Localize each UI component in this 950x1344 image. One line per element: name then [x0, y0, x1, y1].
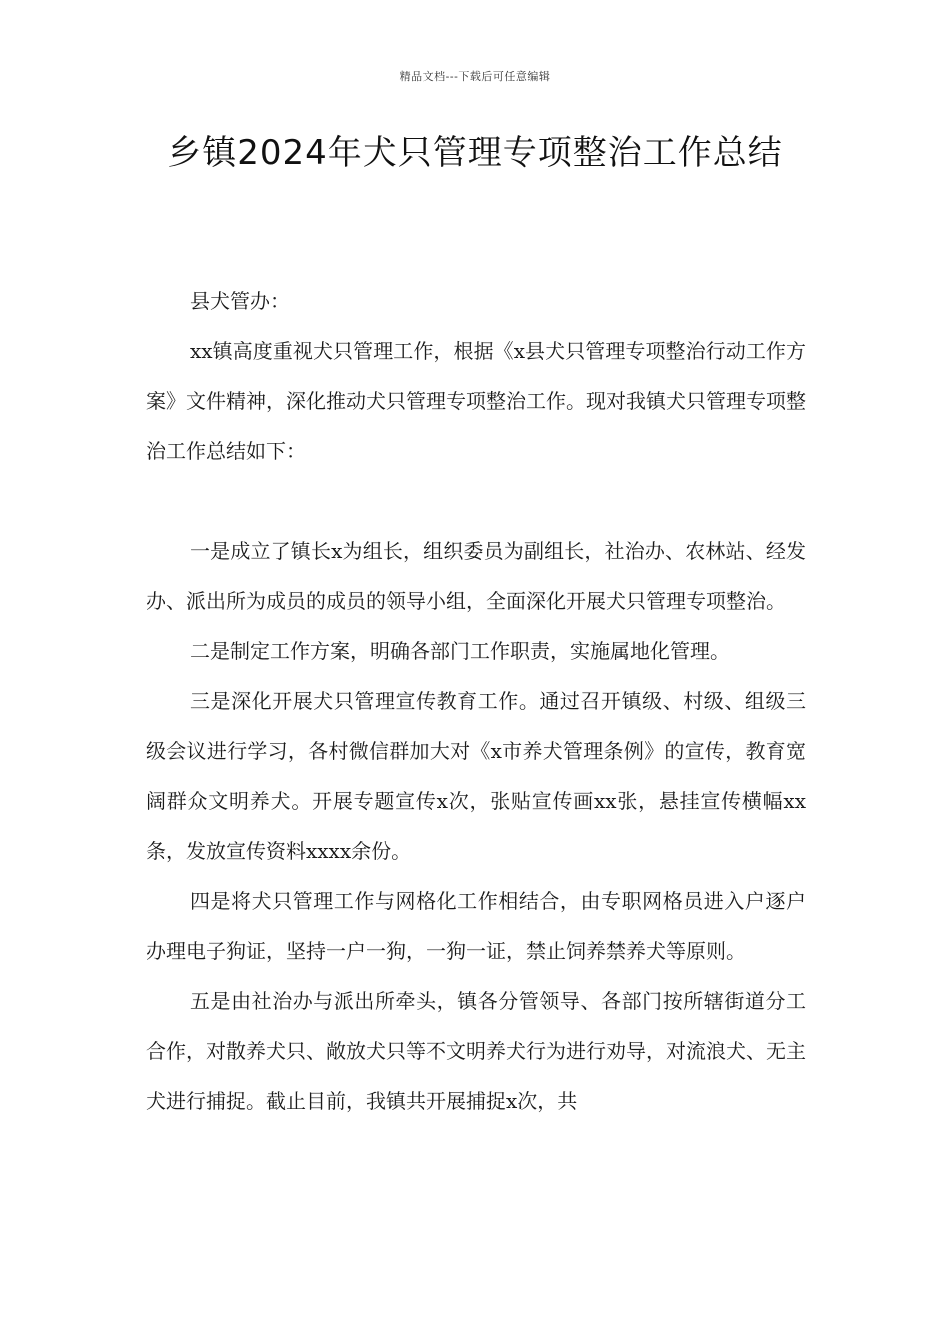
paragraph-2: 二是制定工作方案，明确各部门工作职责，实施属地化管理。 — [190, 639, 730, 663]
paragraph-1: 一是成立了镇长x为组长，组织委员为副组长，社治办、农林站、经发办、派出所为成员的成员的领导小组，全面深化开展犬只管理专项整治。 — [146, 539, 806, 613]
document-title: 乡镇2024年犬只管理专项整治工作总结 — [167, 133, 783, 173]
paragraph-4: 四是将犬只管理工作与网格化工作相结合，由专职网格员进入户逐户办理电子狗证，坚持一户一狗，一狗一证，禁止饲养禁养犬等原则。 — [146, 889, 806, 963]
paragraph-3: 三是深化开展犬只管理宣传教育工作。通过召开镇级、村级、组级三级会议进行学习，各村微信群加大对《x市养犬管理条例》的宣传，教育宽阔群众文明养犬。开展专题宣传x次，张贴宣传画xx张，悬挂宣传横幅xx条，发放宣传资料xxxx余份。 — [146, 689, 806, 863]
paragraph-5: 五是由社治办与派出所牵头，镇各分管领导、各部门按所辖街道分工合作，对散养犬只、敞放犬只等不文明养犬行为进行劝导，对流浪犬、无主犬进行捕捉。截止目前，我镇共开展捕捉x次，共 — [146, 989, 806, 1113]
intro-paragraph: xx镇高度重视犬只管理工作，根据《x县犬只管理专项整治行动工作方案》文件精神，深化推动犬只管理专项整治工作。现对我镇犬只管理专项整治工作总结如下： — [146, 339, 806, 463]
salutation: 县犬管办： — [190, 289, 290, 313]
header-note: 精品文档---下载后可任意编辑 — [399, 70, 551, 83]
document-body — [146, 276, 806, 1126]
